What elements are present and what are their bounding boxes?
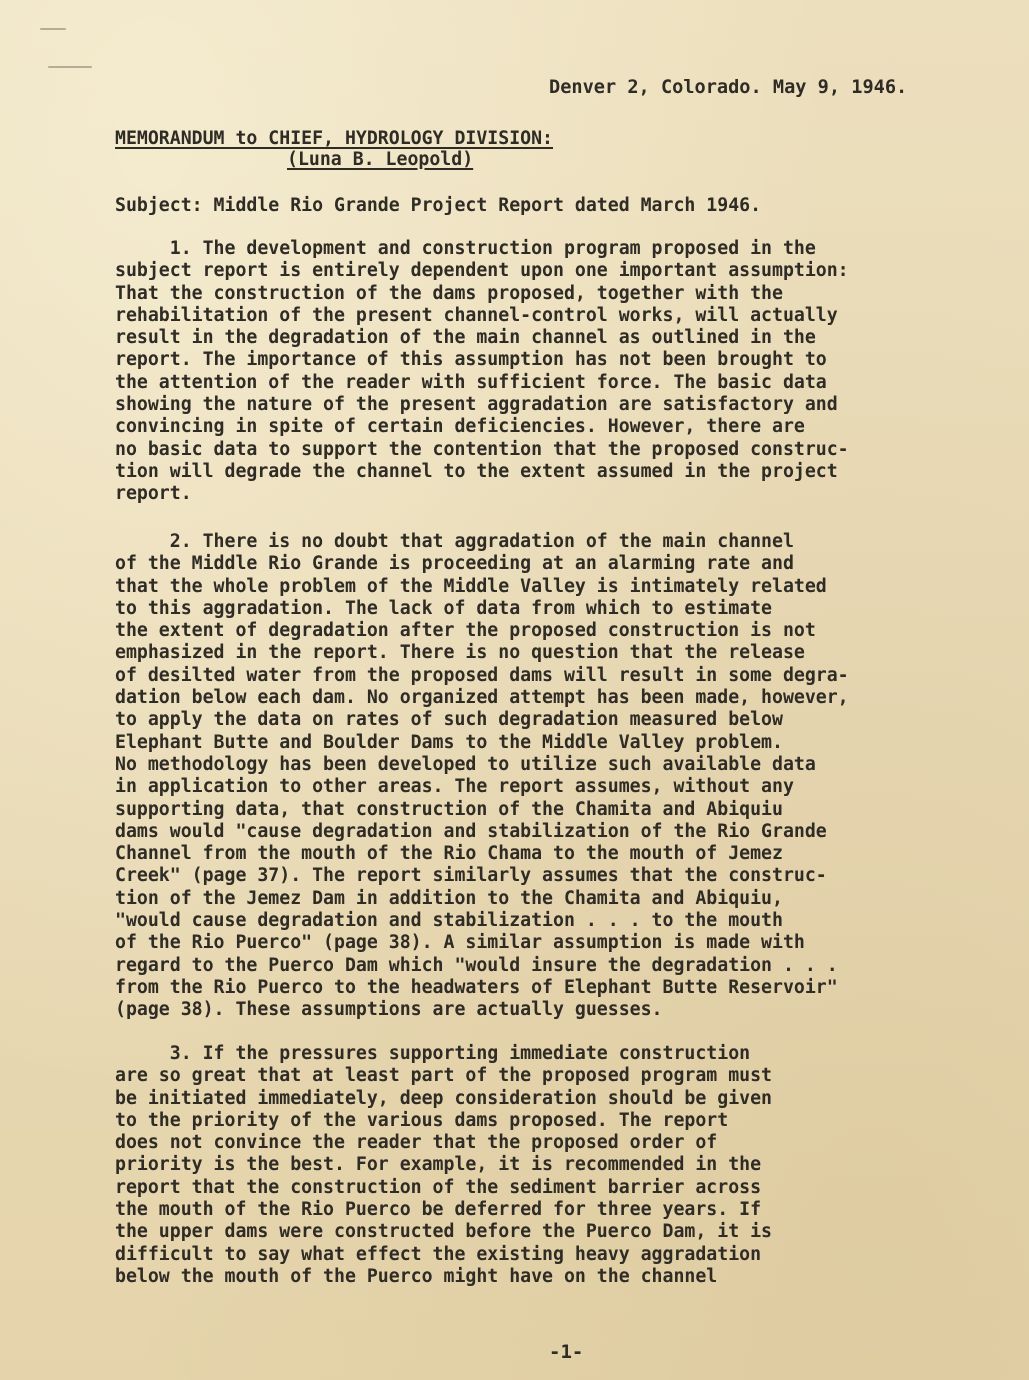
text-line: dams would "cause degradation and stabilization of the Rio Grande: [115, 820, 827, 842]
text-line: emphasized in the report. There is no question that the release: [115, 642, 805, 664]
text-line: of the Middle Rio Grande is proceeding at an alarming rate and: [115, 553, 794, 575]
text-line: No methodology has been developed to utilize such available data: [115, 753, 816, 775]
text-line: (page 38). These assumptions are actually guesses.: [115, 999, 663, 1021]
text-line: 1. The development and construction program proposed in the: [115, 238, 816, 259]
text-line: priority is the best. For example, it is recommended in the: [115, 1154, 762, 1176]
paragraph-2: [115, 531, 849, 1022]
text-line: report that the construction of the sediment barrier across: [115, 1176, 762, 1198]
date-line: Denver 2, Colorado. May 9, 1946.: [549, 77, 908, 98]
text-line: in application to other areas. The report assumes, without any: [115, 776, 794, 798]
text-line: That the construction of the dams proposed, together with the: [115, 282, 783, 304]
memo-addressee: MEMORANDUM to CHIEF, HYDROLOGY DIVISION:: [115, 128, 553, 149]
text-line: Creek" (page 37). The report similarly assumes that the construc-: [115, 865, 827, 887]
text-line: 2. There is no doubt that aggradation of the main channel: [115, 531, 794, 552]
text-line: Channel from the mouth of the Rio Chama to the mouth of Jemez: [115, 843, 783, 865]
text-line: does not convince the reader that the proposed order of: [115, 1132, 718, 1154]
paragraph-1: [115, 238, 849, 506]
text-line: difficult to say what effect the existing heavy aggradation: [115, 1243, 762, 1265]
text-line: tion will degrade the channel to the extent assumed in the project: [115, 460, 838, 482]
memo-author: (Luna B. Leopold): [287, 149, 474, 170]
text-line: be initiated immediately, deep consideration should be given: [115, 1087, 772, 1109]
text-line: showing the nature of the present aggradation are satisfactory and: [115, 394, 838, 416]
text-line: to apply the data on rates of such degradation measured below: [115, 709, 783, 731]
text-line: of desilted water from the proposed dams will result in some degra-: [115, 664, 849, 686]
text-line: rehabilitation of the present channel-control works, will actually: [115, 304, 838, 326]
paragraph-3: [115, 1043, 772, 1288]
text-line: that the whole problem of the Middle Valley is intimately related: [115, 575, 827, 597]
text-line: Elephant Butte and Boulder Dams to the Middle Valley problem.: [115, 731, 783, 753]
text-line: "would cause degradation and stabilization . . . to the mouth: [115, 910, 783, 932]
page-number: -1-: [549, 1341, 584, 1363]
text-line: are so great that at least part of the proposed program must: [115, 1065, 772, 1087]
ink-mark: [40, 28, 66, 30]
text-line: regard to the Puerco Dam which "would insure the degradation . . .: [115, 954, 838, 976]
text-line: no basic data to support the contention that the proposed construc-: [115, 438, 849, 460]
text-line: the upper dams were constructed before the Puerco Dam, it is: [115, 1221, 772, 1243]
text-line: report.: [115, 483, 192, 505]
text-line: report. The importance of this assumption has not been brought to: [115, 349, 827, 371]
text-line: from the Rio Puerco to the headwaters of Elephant Butte Reservoir": [115, 976, 838, 998]
text-line: of the Rio Puerco" (page 38). A similar assumption is made with: [115, 932, 805, 954]
memo-heading: [115, 128, 553, 150]
text-line: the mouth of the Rio Puerco be deferred for three years. If: [115, 1199, 762, 1221]
text-line: supporting data, that construction of the Chamita and Abiquiu: [115, 798, 783, 820]
text-line: tion of the Jemez Dam in addition to the Chamita and Abiquiu,: [115, 887, 783, 909]
text-line: the attention of the reader with sufficient force. The basic data: [115, 371, 827, 393]
text-line: dation below each dam. No organized attempt has been made, however,: [115, 687, 849, 709]
text-line: to this aggradation. The lack of data from which to estimate: [115, 597, 772, 619]
text-line: subject report is entirely dependent upon one important assumption:: [115, 260, 849, 282]
text-line: convincing in spite of certain deficiencies. However, there are: [115, 416, 805, 438]
text-line: the extent of degradation after the proposed construction is not: [115, 620, 816, 642]
text-line: result in the degradation of the main channel as outlined in the: [115, 327, 816, 349]
text-line: 3. If the pressures supporting immediate construction: [115, 1043, 751, 1064]
text-line: below the mouth of the Puerco might have on the channel: [115, 1265, 718, 1287]
text-line: to the priority of the various dams proposed. The report: [115, 1109, 729, 1131]
subject-line: Subject: Middle Rio Grande Project Report dated March 1946.: [115, 195, 762, 216]
ink-mark: [48, 66, 92, 68]
